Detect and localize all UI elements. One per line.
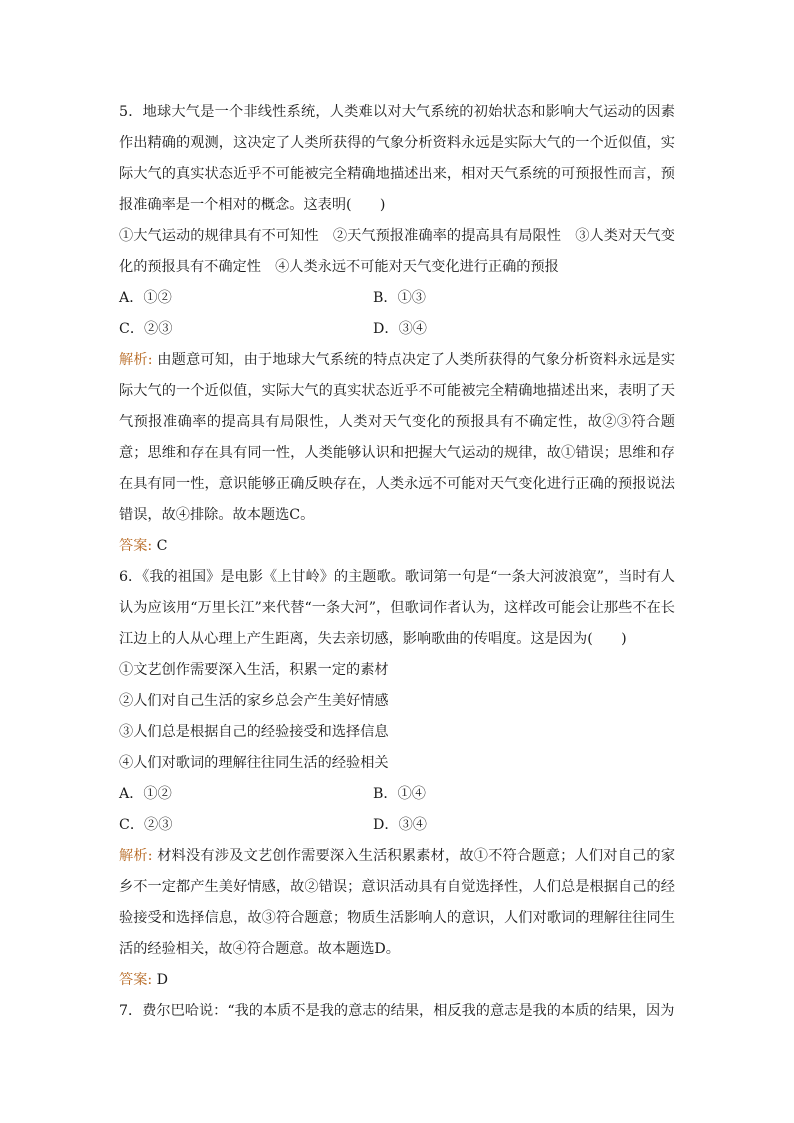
question-7-stem: 7．费尔巴哈说：“我的本质不是我的意志的结果，相反我的意志是我的本质的结果，因为 [119, 1003, 675, 1019]
question-5-answer [119, 531, 679, 562]
question-6-statement-4: ④人们对歌词的理解往往同生活的经验相关 [119, 755, 389, 771]
question-5-analysis [119, 345, 675, 531]
analysis-label: 解析: [119, 352, 153, 368]
answer-label: 答案: [119, 538, 153, 554]
answer-label: 答案: [119, 972, 153, 988]
analysis-text: 由题意可知，由于地球大气系统的特点决定了人类所获得的气象分析资料永远是实际大气的一个近似值，实际大气的真实状态近乎不可能被完全精确地描述出来，表明了天气预报准确率的提高具有局限性，人类对天气变化的预报具有不确定性，故②③符合题意；思维和存在具有同一性，人类能够认识和把握大气运动的规律，故①错误；思维和存在具有同一性，意识能够正确反映存在，人类永远不可能对天气变化进行正确的预报说法错误，故④排除。故本题选C。 [119, 352, 676, 523]
question-5-option-b: B．①③ [373, 290, 426, 306]
question-5-option-d: D．③④ [373, 321, 427, 337]
question-5-option-c: C．②③ [119, 321, 173, 337]
question-6-option-d: D．③④ [373, 817, 427, 833]
answer-value: C [152, 538, 168, 554]
question-6-statement-2: ②人们对自己生活的家乡总会产生美好情感 [119, 693, 389, 709]
question-6-option-c: C．②③ [119, 817, 173, 833]
question-6-answer [119, 965, 679, 996]
question-6-statement-1: ①文艺创作需要深入生活，积累一定的素材 [119, 662, 389, 678]
analysis-text: 材料没有涉及文艺创作需要深入生活积累素材，故①不符合题意；人们对自己的家乡不一定都产生美好情感，故②错误；意识活动具有自觉选择性，人们总是根据自己的经验接受和选择信息，故③符合题意；物质生活影响人的意识，人们对歌词的理解往往同生活的经验相关，故④符合题意。故本题选D。 [119, 848, 676, 957]
question-6-option-b: B．①④ [373, 786, 426, 802]
question-6-option-a: A．①② [119, 786, 172, 802]
question-6-statement-3: ③人们总是根据自己的经验接受和选择信息 [119, 724, 389, 740]
question-6-stem: 6．《我的祖国》是电影《上甘岭》的主题歌。歌词第一句是“一条大河波浪宽”，当时有人认为应该用“万里长江”来代替“一条大河”，但歌词作者认为，这样改可能会让那些不在长江边上的人从心理上产生距离，失去亲切感，影响歌曲的传唱度。这是因为( ) [119, 569, 675, 647]
question-5-option-a: A．①② [119, 290, 172, 306]
question-6-analysis [119, 841, 675, 965]
question-5-statements: ①大气运动的规律具有不可知性 ②天气预报准确率的提高具有局限性 ③人类对天气变化的预报具有不确定性 ④人类永远不可能对天气变化进行正确的预报 [119, 228, 675, 275]
analysis-label: 解析: [119, 848, 153, 864]
question-5-stem: 5．地球大气是一个非线性系统，人类难以对大气系统的初始状态和影响大气运动的因素作出精确的观测，这决定了人类所获得的气象分析资料永远是实际大气的一个近似值，实际大气的真实状态近乎不可能被完全精确地描述出来，相对天气系统的可预报性而言，预报准确率是一个相对的概念。这表明( ) [119, 104, 675, 213]
answer-value: D [152, 972, 169, 988]
